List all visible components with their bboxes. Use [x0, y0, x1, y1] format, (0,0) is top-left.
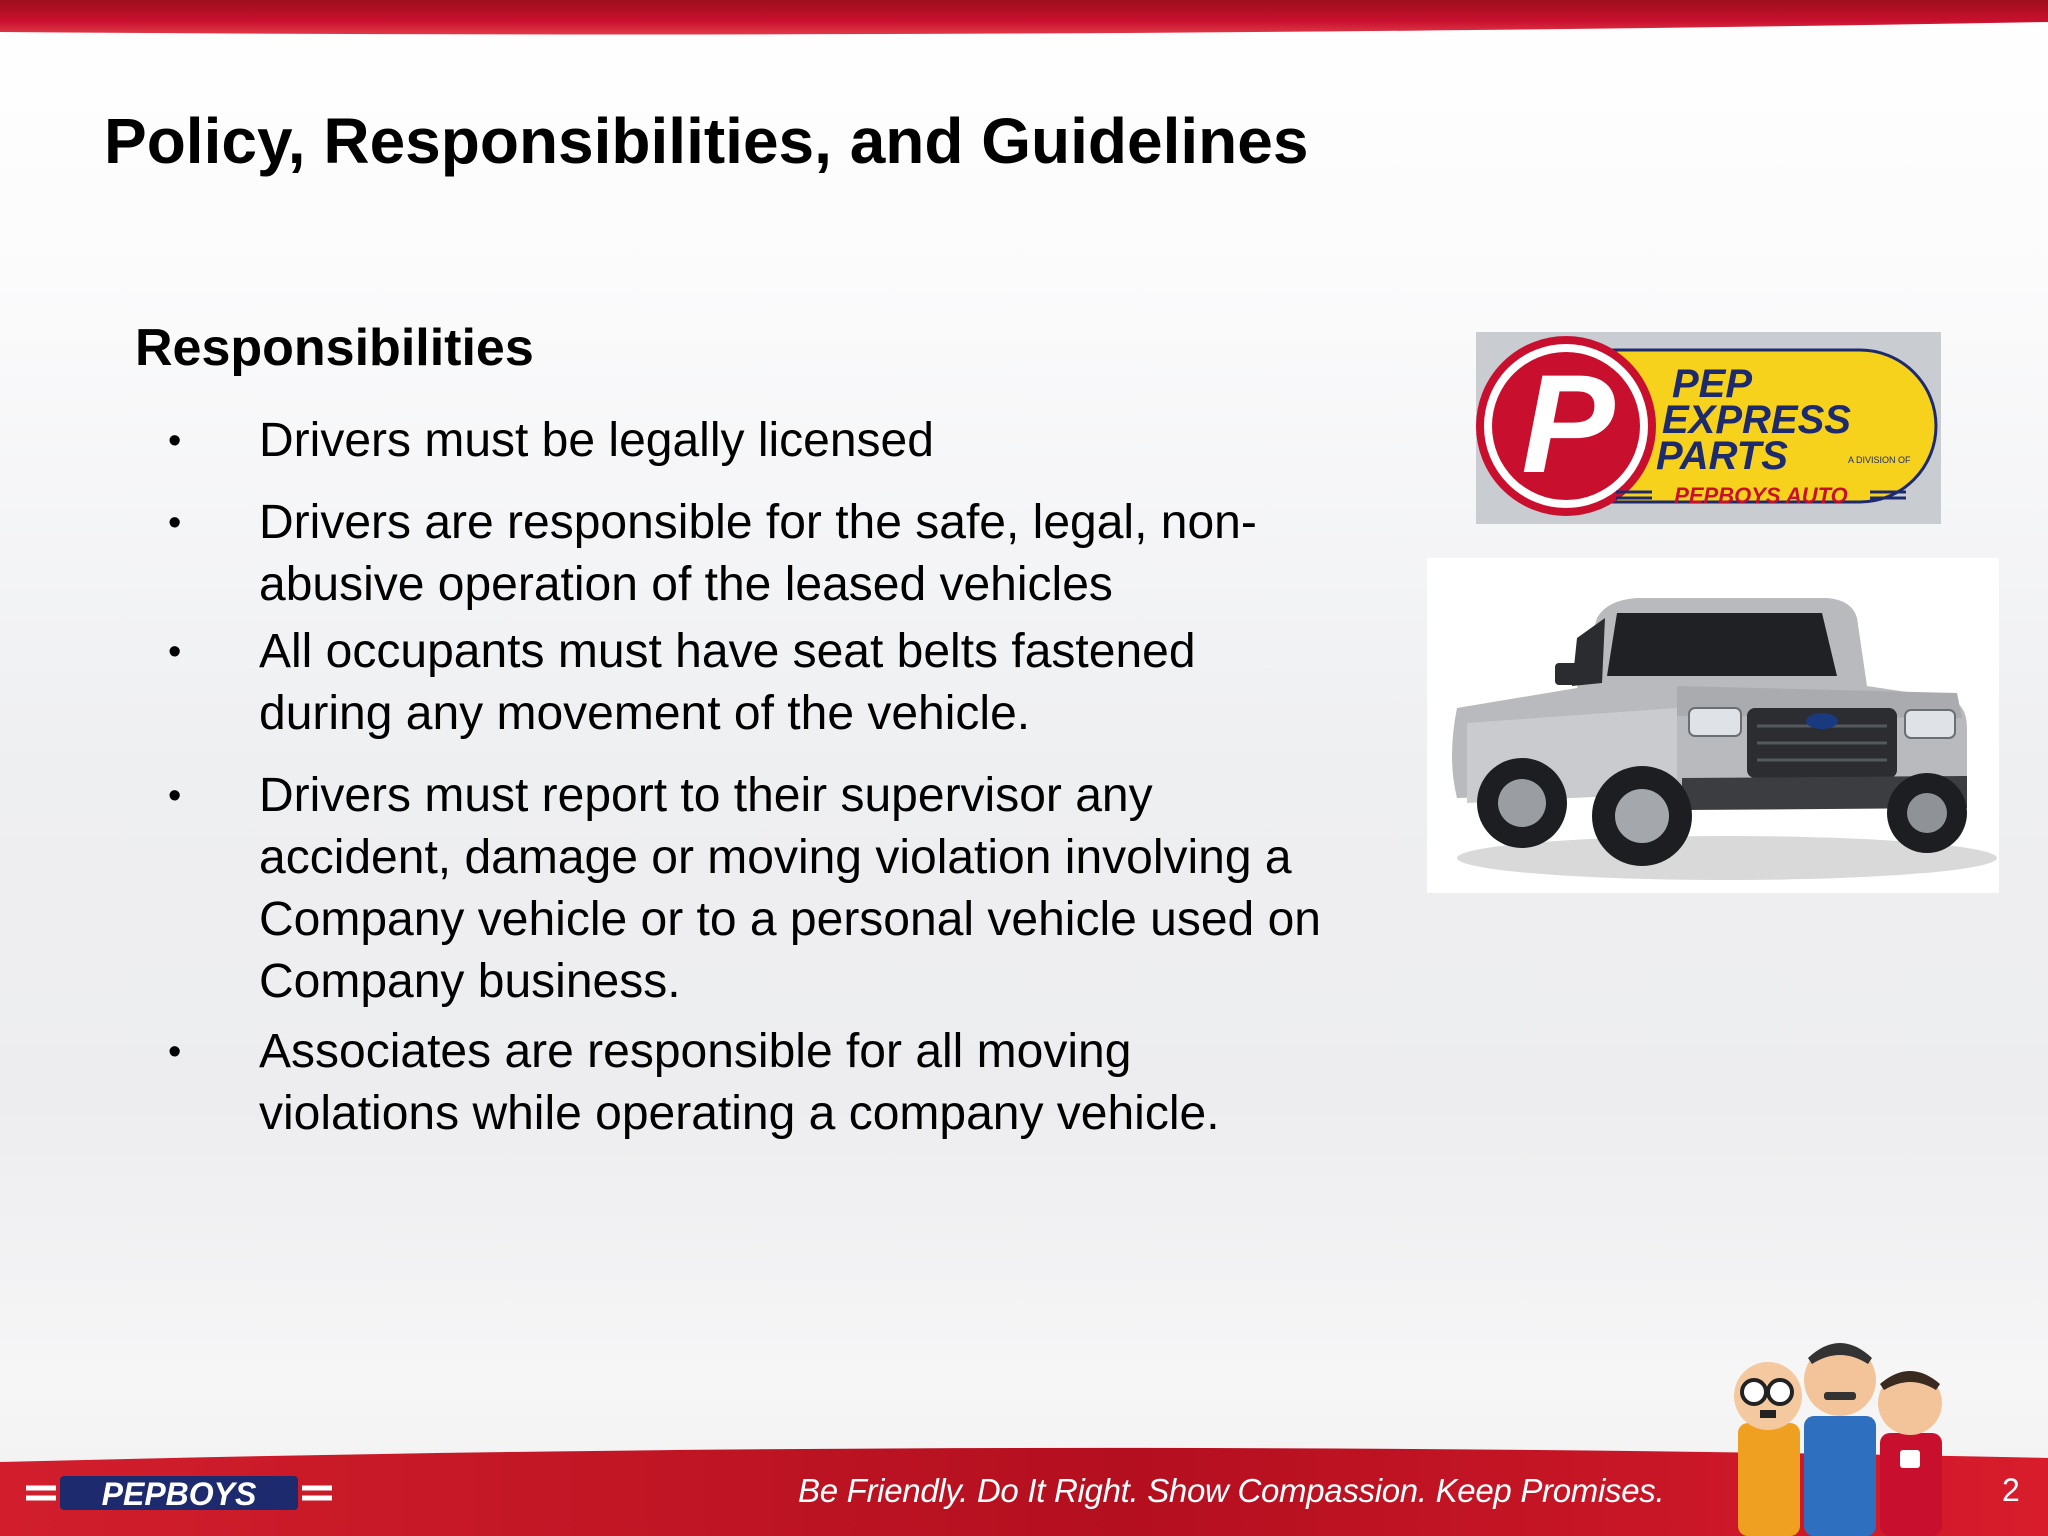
bullet-marker: •	[168, 1031, 182, 1073]
bullet-marker: •	[168, 502, 182, 544]
bullet-text	[259, 1021, 1409, 1145]
top-red-band	[0, 0, 2048, 40]
logo-line-1: PEP	[1672, 362, 1753, 406]
logo-line-2: EXPRESS	[1662, 398, 1851, 442]
bullet-line: Drivers must report to their supervisor any	[259, 769, 1153, 822]
bullet-marker: •	[168, 775, 182, 817]
footer-tagline: Be Friendly. Do It Right. Show Compassion. Keep Promises.	[798, 1472, 1665, 1509]
bullet-line: violations while operating a company vehicle.	[259, 1087, 1220, 1140]
bullet-line: abusive operation of the leased vehicles	[259, 558, 1113, 611]
bullet-marker: •	[168, 631, 182, 673]
bullet-line: accident, damage or moving violation involving a	[259, 831, 1292, 884]
pepboys-logo	[26, 1474, 332, 1514]
bullet-marker: •	[168, 420, 182, 462]
bullet-text	[259, 492, 1409, 616]
slide-title: Policy, Responsibilities, and Guidelines	[104, 105, 1309, 177]
logo-line-3: PARTS	[1656, 434, 1788, 478]
section-heading: Responsibilities	[135, 319, 534, 377]
bullet-line: Company vehicle or to a personal vehicle used on	[259, 893, 1321, 946]
bullet-line: All occupants must have seat belts fastened	[259, 625, 1196, 678]
bullet-line: Drivers are responsible for the safe, legal, non-	[259, 496, 1257, 549]
page-number: 2	[2002, 1472, 2020, 1508]
bullet-line: Associates are responsible for all moving	[259, 1025, 1132, 1078]
bullet-text	[259, 410, 1409, 472]
bullet-text	[259, 765, 1409, 1013]
pep-express-parts-logo	[1476, 332, 1941, 524]
pep-boys-mascots-image	[1720, 1328, 1960, 1536]
bullet-text	[259, 621, 1409, 745]
bullet-line: Company business.	[259, 955, 681, 1008]
pickup-truck-image	[1427, 558, 1999, 893]
pepboys-logo-text: PEPBOYS	[101, 1476, 257, 1512]
logo-letter: P	[1521, 345, 1615, 502]
logo-brand: PEPBOYS AUTO	[1674, 483, 1848, 508]
logo-division-text: A DIVISION OF	[1848, 455, 1911, 465]
bullet-line: Drivers must be legally licensed	[259, 414, 934, 467]
bullet-line: during any movement of the vehicle.	[259, 687, 1031, 740]
